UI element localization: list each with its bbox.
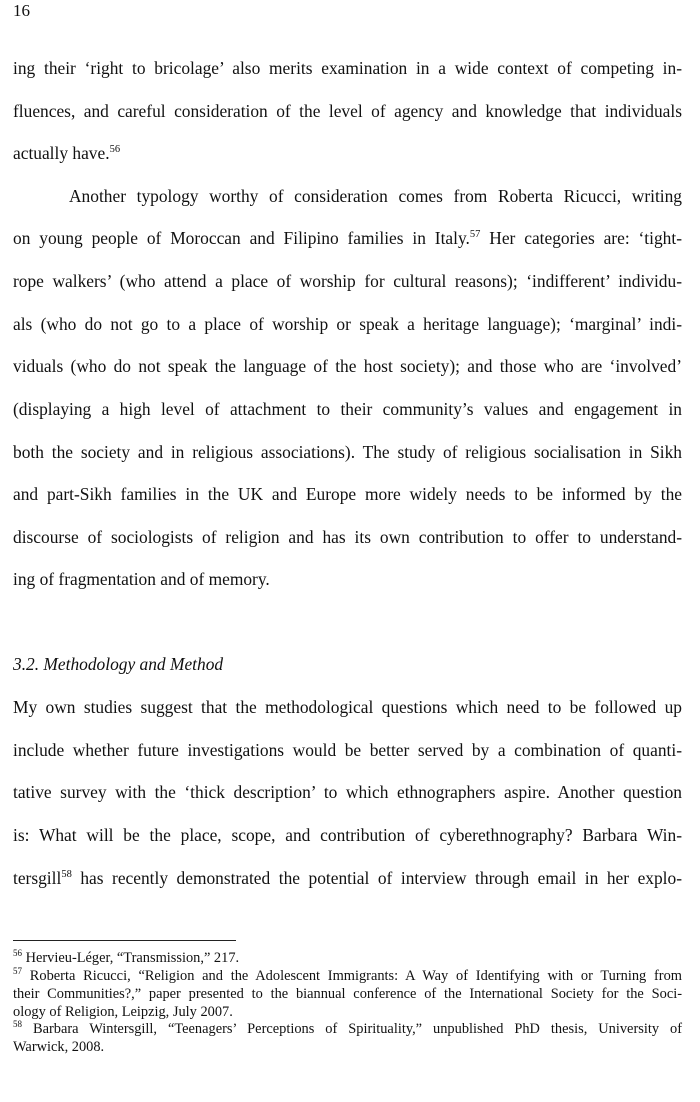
section-heading: 3.2. Methodology and Method [13, 654, 224, 674]
body-line: ing of fragmentation and of memory. [13, 569, 270, 589]
footnote-57-line: ology of Religion, Leipzig, July 2007. [13, 1004, 233, 1020]
footnote-marker: 56 [13, 948, 22, 958]
footnote-58-line: $^{58}$ Barbara Wintersgill, “Teenagers’ Perceptions of Spirituality,” unpublished PhD thesis, University of [13, 1019, 682, 1037]
body-line: rope walkers’ (who attend a place of worship for cultural reasons); ‘indifferent’ individu- [13, 271, 682, 291]
footnote-58-line: Warwick, 2008. [13, 1039, 105, 1055]
body-line: both the society and in religious associations). The study of religious socialisation in Sikh [13, 442, 682, 462]
body-line: is: What will be the place, scope, and contribution of cyberethnography? Barbara Win- [13, 825, 682, 845]
body-line: discourse of sociologists of religion and has its own contribution to offer to understand- [13, 527, 682, 547]
body-line: fluences, and careful consideration of the level of agency and knowledge that individuals [13, 101, 682, 121]
footnote-57-line: their Communities?,” paper presented to the biannual conference of the International Society for the Soci- [13, 986, 682, 1002]
footnote-marker: 57 [13, 966, 22, 976]
footnote-marker: 58 [13, 1019, 22, 1029]
body-line: viduals (who do not speak the language of the host society); and those who are ‘involved’ [13, 356, 682, 376]
footnote-ref-56[interactable]: 56 [109, 144, 121, 155]
body-line: include whether future investigations would be better served by a combination of quanti- [13, 740, 682, 760]
page-number: 16 [13, 1, 30, 20]
footnote-ref-58[interactable]: 58 [61, 869, 72, 880]
body-line: Another typology worthy of consideration comes from Roberta Ricucci, writing [69, 186, 682, 206]
body-line: on young people of Moroccan and Filipino families in Italy.$^{57}$ Her categories are: ‘tight- [13, 228, 682, 248]
footnote-ref-57[interactable]: 57 [469, 229, 481, 240]
body-line: My own studies suggest that the methodological questions which need to be followed up [13, 697, 682, 717]
body-line: actually have.$^{56}$ [13, 143, 121, 163]
footnote-56: $^{56}$ Hervieu-Léger, “Transmission,” 217. [13, 948, 240, 966]
body-line: als (who do not go to a place of worship or speak a heritage language); ‘marginal’ indi- [13, 314, 682, 334]
body-line: tersgill$^{58}$ has recently demonstrated the potential of interview through email in her explo- [13, 868, 682, 888]
body-line: and part-Sikh families in the UK and Europe more widely needs to be informed by the [13, 484, 682, 504]
body-line: (displaying a high level of attachment to their community’s values and engagement in [13, 399, 682, 419]
footnote-57-line: $^{57}$ Roberta Ricucci, “Religion and the Adolescent Immigrants: A Way of Identifying with or Turning from [13, 966, 682, 984]
footnote-separator [13, 940, 236, 941]
body-line: tative survey with the ‘thick description’ to which ethnographers aspire. Another question [13, 782, 682, 802]
body-line: ing their ‘right to bricolage’ also merits examination in a wide context of competing in- [13, 58, 682, 78]
